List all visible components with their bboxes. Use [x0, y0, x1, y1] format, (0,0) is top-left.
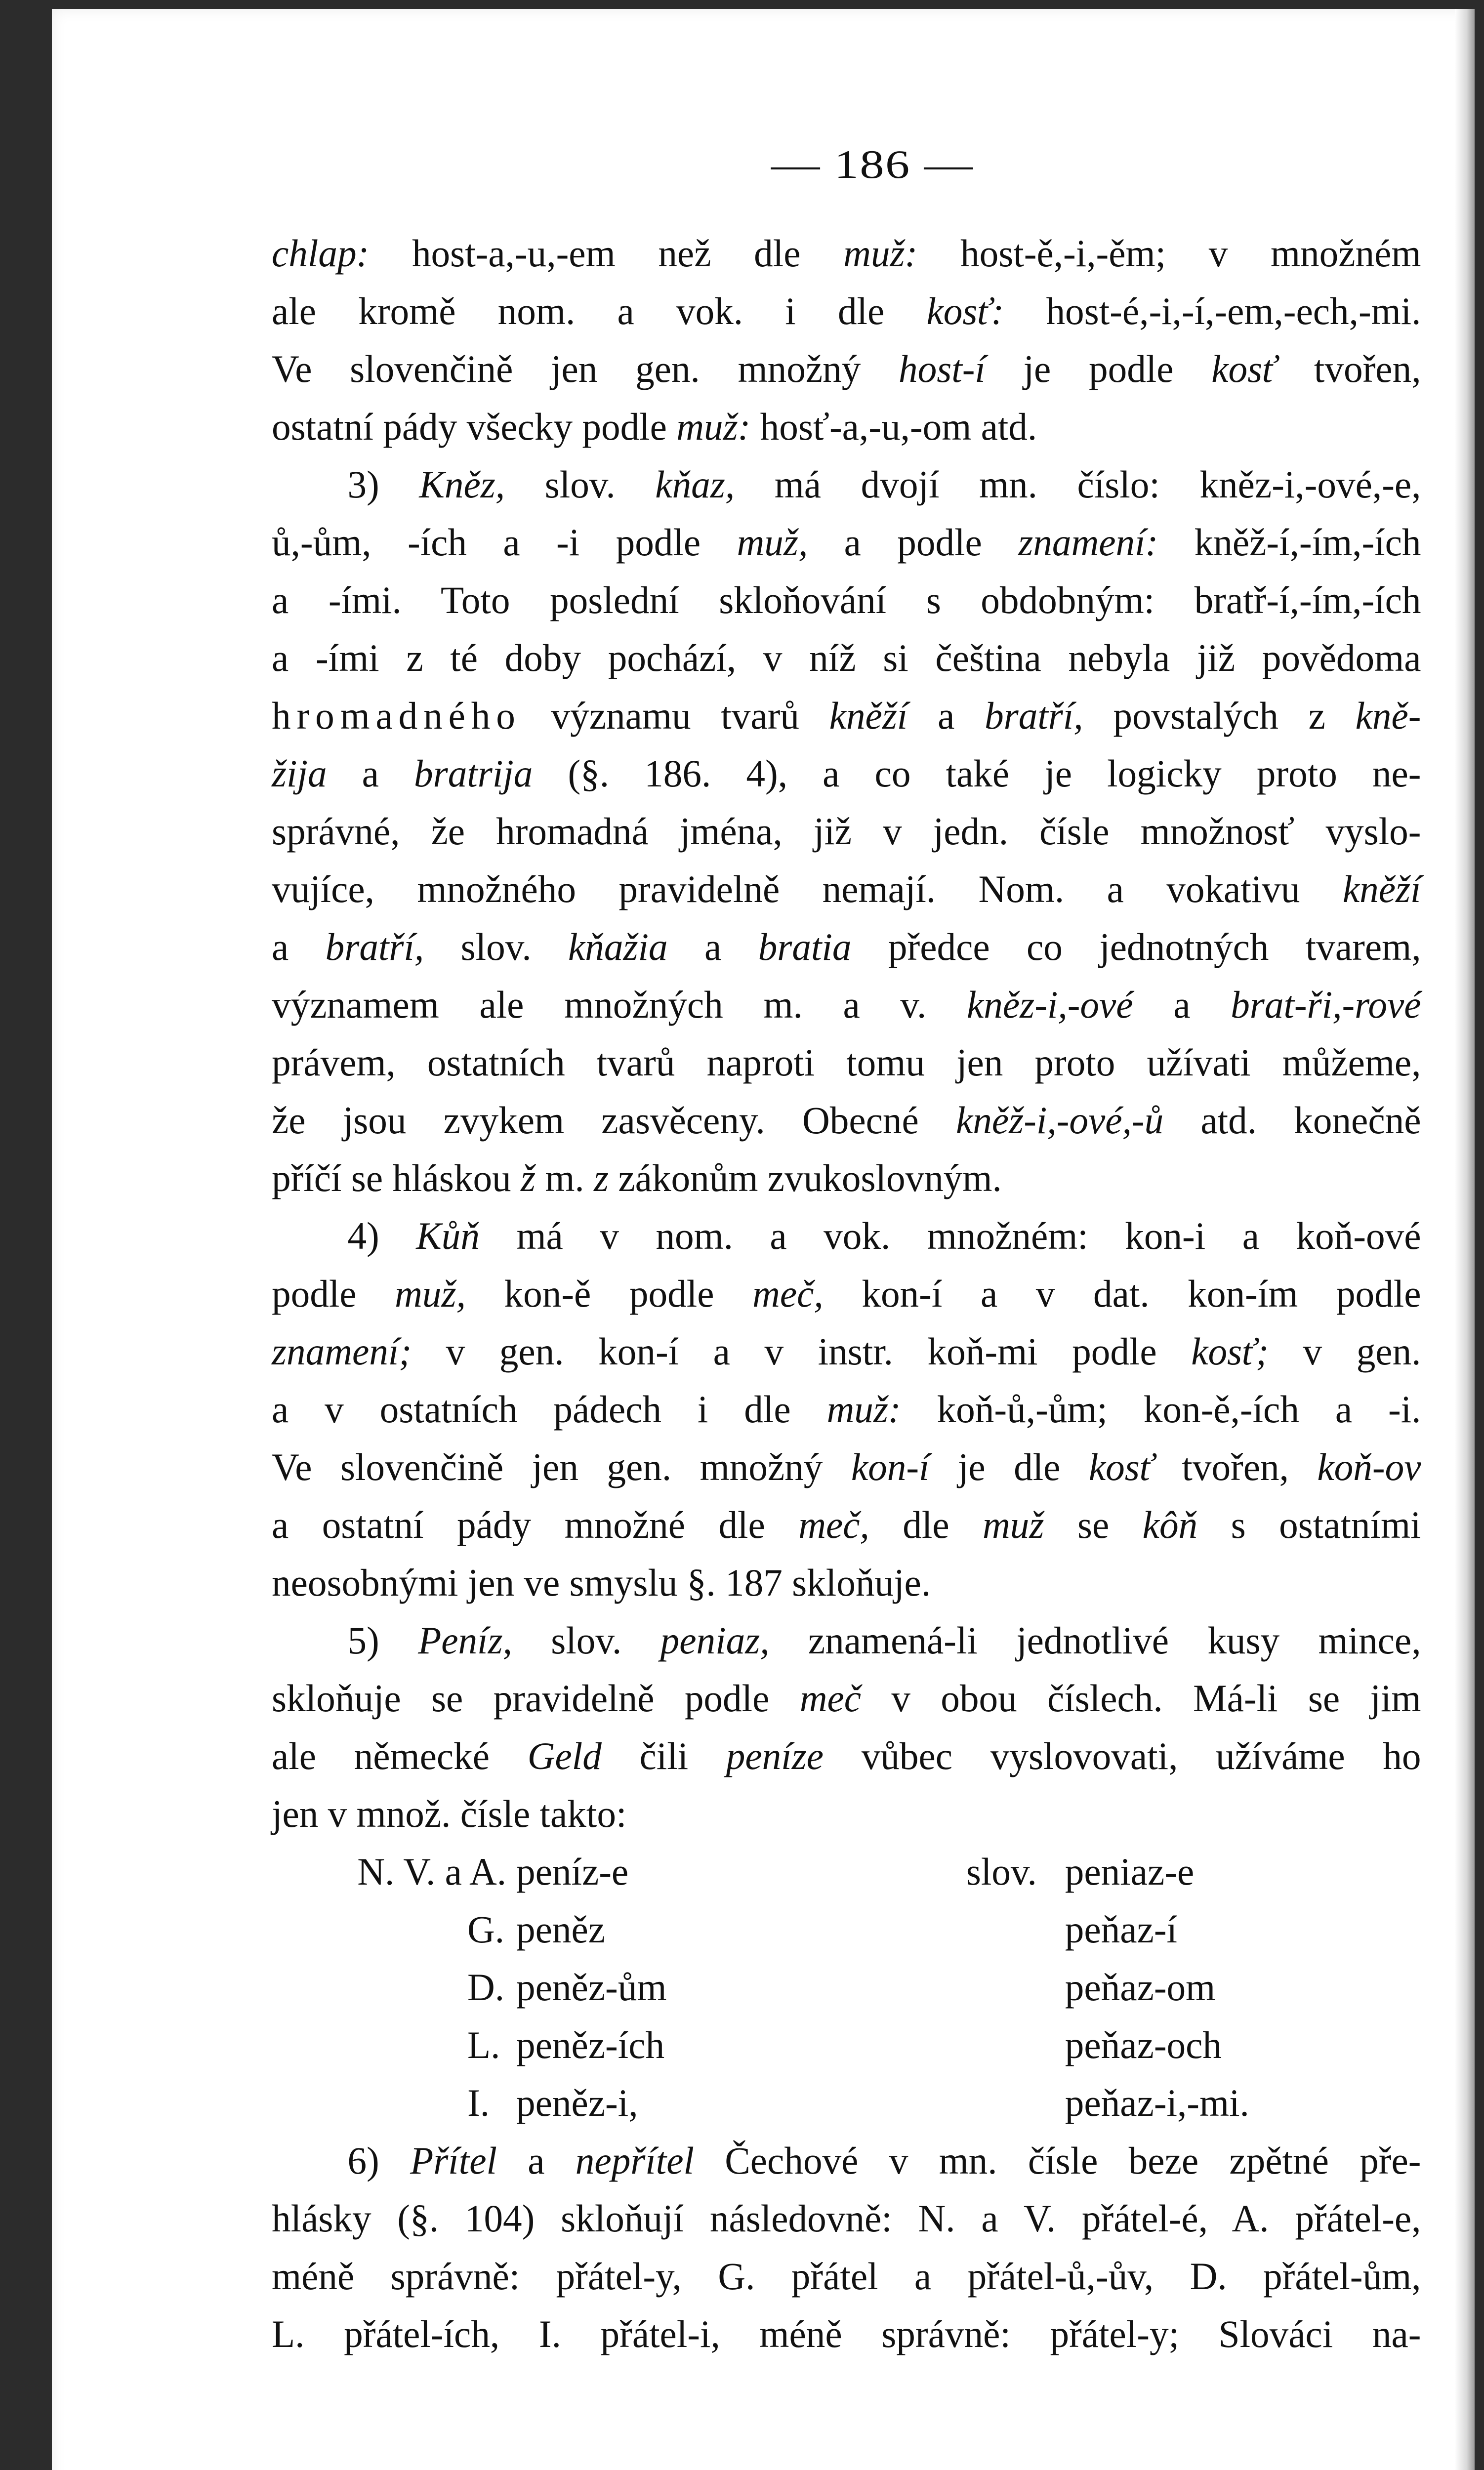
- text-line: ale kromě nom. a vok. i dle kosť: host-é,-i,-í,-em,-ech,-mi.: [272, 289, 1421, 332]
- text-line: 5) Peníz, slov. peniaz, znamená-li jednotlivé kusy mince,: [347, 1619, 1421, 1662]
- text-line: ů,-ům, -ích a -i podle muž, a podle znamení: kněž-í,-ím,-ích: [272, 521, 1421, 564]
- czech-form: peněz-i,: [516, 2081, 638, 2124]
- case-label: D.: [467, 1966, 505, 2009]
- text-line: žija a bratrija (§. 186. 4), a co také je logicky proto ne-: [272, 752, 1421, 795]
- case-label: G.: [467, 1908, 505, 1951]
- text-line: znamení; v gen. kon-í a v instr. koň-mi podle kosť; v gen.: [272, 1330, 1421, 1373]
- page-edge-shadow: [1455, 9, 1475, 2470]
- text-line: a v ostatních pádech i dle muž: koň-ů,-ům; kon-ě,-ích a -i.: [272, 1388, 1421, 1431]
- declension-row: [272, 2016, 1421, 2074]
- text-line: a bratří, slov. kňažia a bratia předce co jednotných tvarem,: [272, 925, 1421, 968]
- book-page: [52, 9, 1475, 2470]
- case-label: I.: [467, 2081, 490, 2124]
- text-line: právem, ostatních tvarů naproti tomu jen proto užívati můžeme,: [272, 1041, 1421, 1084]
- text-line: L. přátel-ích, I. přátel-i, méně správně: přátel-y; Slováci na-: [272, 2312, 1421, 2355]
- text-line: že jsou zvykem zasvěceny. Obecné kněž-i,-ové,-ů atd. konečně: [272, 1099, 1421, 1142]
- text-line: významem ale množných m. a v. kněz-i,-ové a brat-ři,-rové: [272, 983, 1421, 1026]
- slovak-form: peniaz-e: [1065, 1850, 1195, 1893]
- page-number: — 186 —: [771, 142, 974, 187]
- text-line: hlásky (§. 104) skloňují následovně: N. a V. přátel-é, A. přátel-e,: [272, 2197, 1421, 2240]
- declension-row: [272, 1958, 1421, 2016]
- slovak-form: peňaz-í: [1065, 1908, 1178, 1951]
- text-line: 4) Kůň má v nom. a vok. množném: kon-i a koň-ové: [347, 1214, 1421, 1257]
- czech-form: peněz: [516, 1908, 606, 1951]
- text-line: skloňuje se pravidelně podle meč v obou číslech. Má-li se jim: [272, 1677, 1421, 1720]
- text-line: méně správně: přátel-y, G. přátel a přátel-ů,-ův, D. přátel-ům,: [272, 2255, 1421, 2298]
- slovak-form: peňaz-och: [1065, 2023, 1222, 2066]
- slovak-form: peňaz-i,-mi.: [1065, 2081, 1249, 2124]
- case-label: N. V. a A.: [357, 1850, 507, 1893]
- text-line: jen v množ. čísle takto:: [272, 1792, 627, 1835]
- czech-form: peněz-ům: [516, 1966, 667, 2009]
- text-line: chlap: host-a,-u,-em než dle muž: host-ě,-i,-ěm; v množném: [272, 232, 1421, 275]
- text-line: podle muž, kon-ě podle meč, kon-í a v dat. kon-ím podle: [272, 1272, 1421, 1315]
- text-line: ale německé Geld čili peníze vůbec vyslovovati, užíváme ho: [272, 1734, 1421, 1777]
- text-line: správné, že hromadná jména, již v jedn. čísle množnosť vyslo-: [272, 810, 1421, 853]
- czech-form: peníz-e: [516, 1850, 629, 1893]
- text-line: 3) Kněz, slov. kňaz, má dvojí mn. číslo: kněz-i,-ové,-e,: [347, 463, 1421, 506]
- text-line: a -ími. Toto poslední skloňování s obdobným: bratř-í,-ím,-ích: [272, 578, 1421, 621]
- case-label: L.: [467, 2023, 500, 2066]
- text-line: hromadného významu tvarů kněží a bratří, povstalých z kně-: [272, 694, 1421, 737]
- text-line: příčí se hláskou ž m. z zákonům zvukoslovným.: [272, 1156, 1002, 1199]
- declension-row: [272, 1843, 1421, 1900]
- declension-row: [272, 2074, 1421, 2132]
- text-line: a -ími z té doby pochází, v níž si čeština nebyla již povědoma: [272, 636, 1421, 679]
- slovak-form: peňaz-om: [1065, 1966, 1216, 2009]
- slov-label: slov.: [966, 1850, 1037, 1893]
- declension-row: [272, 1900, 1421, 1958]
- czech-form: peněz-ích: [516, 2023, 665, 2066]
- text-line: Ve slovenčině jen gen. množný kon-í je dle kosť tvořen, koň-ov: [272, 1445, 1421, 1488]
- text-line: Ve slovenčině jen gen. množný host-í je podle kosť tvořen,: [272, 347, 1421, 390]
- text-line: neosobnými jen ve smyslu §. 187 skloňuje.: [272, 1561, 931, 1604]
- text-line: vujíce, množného pravidelně nemají. Nom. a vokativu kněží: [272, 867, 1421, 910]
- text-line: ostatní pády všecky podle muž: hosť-a,-u,-om atd.: [272, 405, 1037, 448]
- text-line: a ostatní pády množné dle meč, dle muž se kôň s ostatními: [272, 1503, 1421, 1546]
- page-body: [272, 224, 1421, 2363]
- text-line: 6) Přítel a nepřítel Čechové v mn. čísle beze zpětné pře-: [347, 2139, 1421, 2182]
